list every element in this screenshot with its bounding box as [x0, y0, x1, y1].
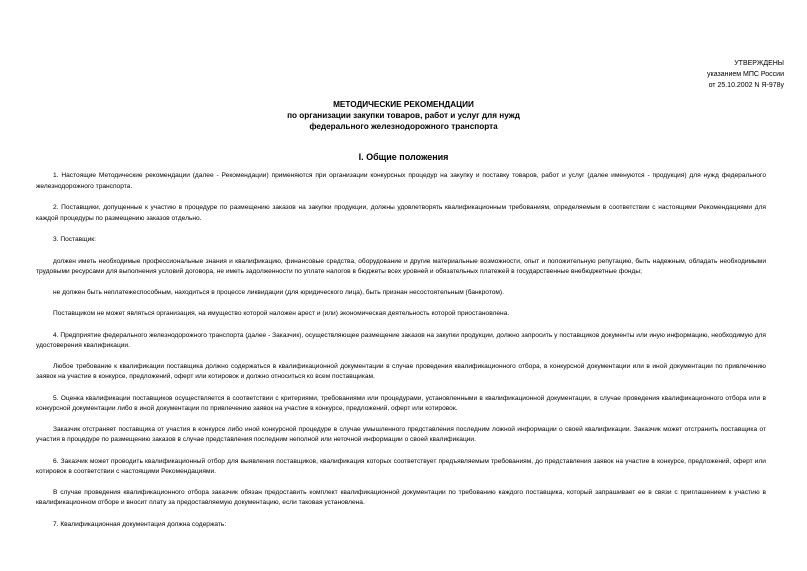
paragraph-7: 4. Предприятие федерального железнодорожного транспорта (далее - Заказчик), осуществляющее размещение заказов на закупки продукции, должно запросить у поставщиков документы или иную информацию, необходимую для удостоверения квалификации. — [36, 331, 766, 349]
approval-line-1: УТВЕРЖДЕНЫ — [734, 60, 784, 67]
paragraph-13: 7. Квалификационная документация должна содержать: — [53, 520, 227, 528]
title-line-1: МЕТОДИЧЕСКИЕ РЕКОМЕНДАЦИИ — [333, 100, 474, 109]
paragraph-1: 1. Настоящие Методические рекомендации (далее - Рекомендации) применяются при организации конкурсных процедур на закупку и поставку товаров, работ и услуг (далее именуются - продукция) для нужд федерального железнодорожного транспорта. — [36, 172, 766, 190]
paragraph-5: не должен быть неплатежеспособным, находиться в процессе ликвидации (для юридического лица), быть признан несостоятельным (банкротом). — [53, 288, 504, 296]
paragraph-9: 5. Оценка квалификации поставщиков осуществляется в соответствии с критериями, требованиями или процедурами, установленными в квалификационной документации, в случае проведения квалификационного отбора или в конкурсной документации либо в иной документации по привлечению заявок на участие в конкурсе, предложений, оферт или котировок. — [36, 394, 766, 412]
approval-line-2: указанием МПС России — [707, 71, 784, 78]
document-body — [36, 171, 766, 530]
document-title — [0, 99, 807, 132]
paragraph-10: Заказчик отстраняет поставщика от участия в конкурсе либо иной конкурсной процедуре в случае умышленного представления последним ложной информации о своей квалификации. Заказчик может отстранить поставщика от участия в процедуре по размещению заказов в случае представления последним неполной или неточной информации о своей квалификации. — [36, 425, 766, 443]
approval-stamp — [707, 58, 784, 91]
paragraph-6: Поставщиком не может являться организация, на имущество которой наложен арест и (или) экономическая деятельность которой приостановлена. — [53, 310, 510, 317]
paragraph-3: 3. Поставщик: — [53, 236, 96, 243]
title-line-2: по организации закупки товаров, работ и услуг для нужд — [287, 111, 520, 120]
paragraph-11: 6. Заказчик может проводить квалификационный отбор для выявления поставщиков, квалификация которых соответствует предъявляемым требованиям, до представления заявок на участие в конкурсе, предложений, оферт или котировок в соответствии с настоящими Рекомендациями. — [36, 457, 766, 475]
paragraph-12: В случае проведения квалификационного отбора заказчик обязан предоставить комплект квалификационной документации по требованию каждого поставщика, который запрашивает ее в связи с приглашением к участию в квалификационном отборе и вносит плату за предоставляемую документацию, если таковая установлена. — [36, 488, 766, 506]
paragraph-4: должен иметь необходимые профессиональные знания и квалификацию, финансовые средства, оборудование и другие материальные возможности, опыт и положительную репутацию, быть надежным, обладать необходимыми трудовыми ресурсами для выполнения условий договора, не иметь задолженности по уплате налогов в бюджеты всех уровней и обязательных платежей в государственные внебюджетные фонды; — [36, 257, 766, 275]
title-line-3: федерального железнодорожного транспорта — [309, 122, 498, 131]
approval-line-3: от 25.10.2002 N Я-978у — [708, 82, 784, 89]
paragraph-8: Любое требование к квалификации поставщика должно содержаться в квалификационной документации в случае проведения квалификационного отбора, в конкурсной документации или в иной документации по привлечению заявок на участие в конкурсе, предложений, оферт или котировок и должно относиться ко всем поставщикам. — [36, 362, 766, 380]
section-heading: I. Общие положения — [358, 152, 449, 162]
paragraph-2: 2. Поставщики, допущенные к участию в процедуре по размещению заказов на закупки продукции, должны удовлетворять квалификационным требованиям, определяемым в соответствии с настоящими Рекомендациями для каждой процедуры по размещению заказов отдельно. — [36, 204, 766, 222]
